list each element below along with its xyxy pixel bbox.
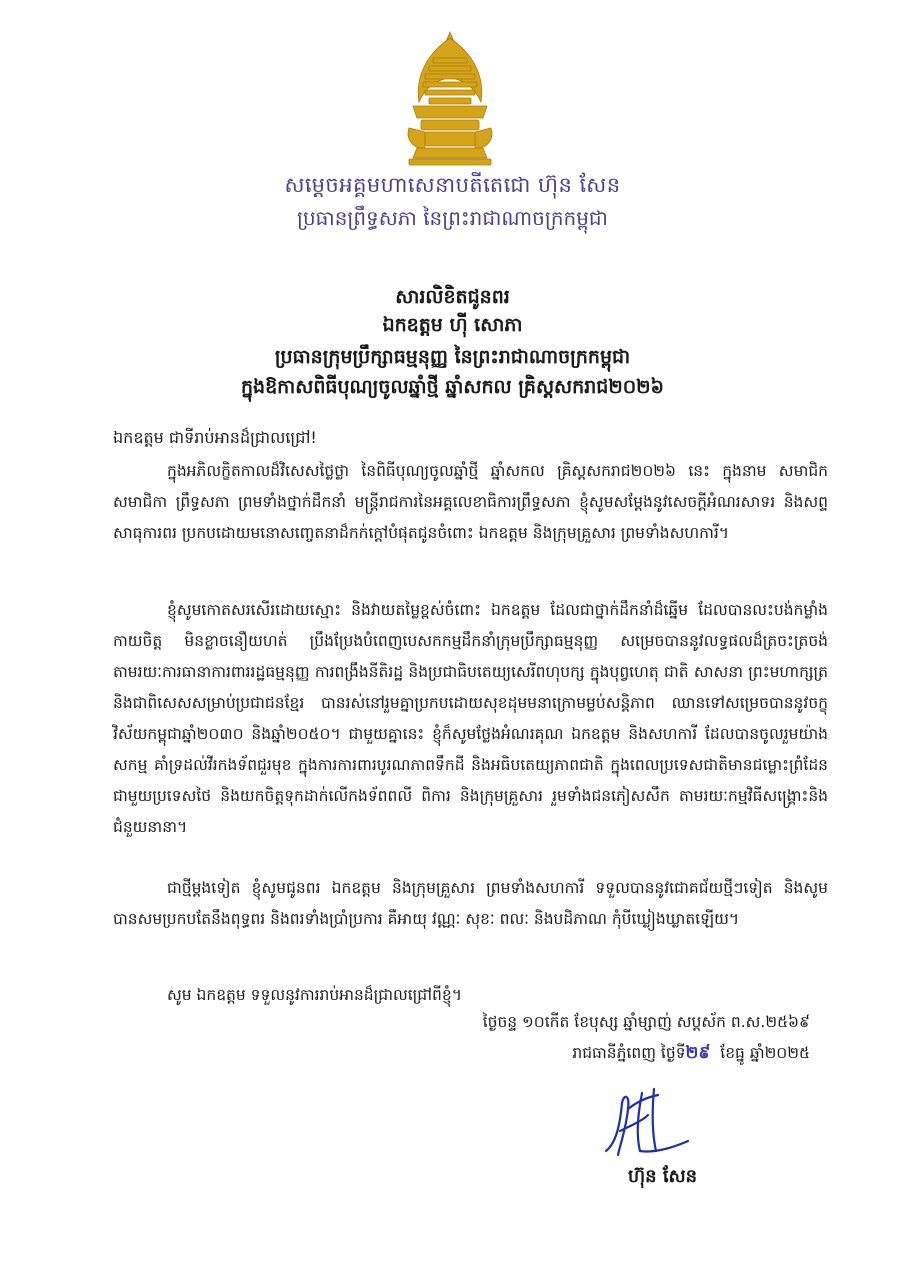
signer-name: ហ៊ុន សែន <box>628 1166 698 1187</box>
paragraph-1: ក្នុងអភិលក្ខិតកាលដ៏វិសេសថ្លៃថ្លា នៃពិធីបុណ្យចូលឆ្នាំថ្មី ឆ្នាំសកល គ្រិស្តសករាជ២០២៦ នេះ ក្នុងនាម សមាជិក សមាជិកា ព្រឹទ្ធសភា ព្រមទាំងថ្នាក់ដឹកនាំ មន្ត្រីរាជការនៃអគ្គលេខាធិការព្រឹទ្ធសភា ខ្ញុំសូមសម្តែងនូវសេចក្តីអំណរសាទរ និងសព្ទសាធុការពរ ប្រកបដោយមនោសញ្ចេតនាដ៏កក់ក្តៅបំផុតជូនចំពោះ ឯកឧត្តម និងក្រុមគ្រួសារ ព្រមទាំងសហការី។ <box>113 462 828 542</box>
sender-name: សម្តេចអគ្គមហាសេនាបតីតេជោ ហ៊ុន សែន <box>284 173 621 197</box>
senate-emblem-icon <box>395 28 505 168</box>
letter-title: សារលិខិតជូនពរ <box>395 286 510 308</box>
gregorian-date <box>572 1042 810 1067</box>
handwritten-signature <box>598 1085 708 1160</box>
occasion: ក្នុងឱកាសពិធីបុណ្យចូលឆ្នាំថ្មី ឆ្នាំសកល គ្រិស្តសករាជ២០២៦ <box>240 376 664 398</box>
date-month-year: ខែធ្នូ ឆ្នាំ២០២៥ <box>720 1044 810 1062</box>
closing-line: សូម ឯកឧត្តម ទទួលនូវការរាប់អានដ៏ជ្រាលជ្រៅពីខ្ញុំ។ <box>167 986 462 1004</box>
sender-role: ប្រធានព្រឹទ្ធសភា នៃព្រះរាជាណាចក្រកម្ពុជា <box>297 206 608 230</box>
date-day: ២៩ <box>685 1043 711 1063</box>
recipient-role: ប្រធានក្រុមប្រឹក្សាធម្មនុញ្ញ នៃព្រះរាជាណាចក្រកម្ពុជា <box>274 346 631 368</box>
recipient-name: ឯកឧត្តម ហ៊ី សោភា <box>382 314 523 336</box>
paragraph-2: ខ្ញុំសូមកោតសរសើរដោយស្មោះ និងវាយតម្លៃខ្ពស់ចំពោះ ឯកឧត្តម ដែលជាថ្នាក់ដឹកនាំដ៏ឆ្នើម ដែលបានលះបង់កម្លាំងកាយចិត្ត មិនខ្លាចនឿយហត់ ប្រឹងប្រែងបំពេញបេសកកម្មដឹកនាំក្រុមប្រឹក្សាធម្មនុញ្ញ សម្រេចបាននូវលទ្ធផលដ៏ត្រចះត្រចង់ តាមរយៈការធានាការពាររដ្ឋធម្មនុញ្ញ ការពង្រឹងនីតិរដ្ឋ និងប្រជាធិបតេយ្យសេរីពហុបក្ស ក្នុងបុព្វហេតុ ជាតិ សាសនា ព្រះមហាក្សត្រ និងជាពិសេសសម្រាប់ប្រជាជនខ្មែរ បានរស់នៅរួមគ្នាប្រកបដោយសុខដុមមនាក្រោមម្លប់សន្តិភាព ឈានទៅសម្រេចបាននូវចក្ខុវិស័យកម្ពុជាឆ្នាំ២០៣០ និងឆ្នាំ២០៥០។ ជាមួយគ្នានេះ ខ្ញុំក៏សូមថ្លែងអំណរគុណ ឯកឧត្តម និងសហការី ដែលបានចូលរួមយ៉ាងសកម្ម គាំទ្រដល់វីរកងទ័ពជួរមុខ ក្នុងការការពារបូរណភាពទឹកដី និងអធិបតេយ្យភាពជាតិ ក្នុងពេលប្រទេសជាតិមានជម្លោះព្រំដែនជាមួយប្រទេសថៃ និងយកចិត្តទុកដាក់លើកងទ័ពពលី ពិការ និងក្រុមគ្រួសារ រួមទាំងជនភៀសសឹក តាមរយៈកម្មវិធីសង្គ្រោះនិងជំនួយនានា។ <box>113 601 828 836</box>
lunar-date: ថ្ងៃចន្ទ ១០កើត ខែបុស្ស ឆ្នាំម្សាញ់ សប្តស័ក ព.ស.២៥៦៩ <box>482 1013 810 1031</box>
date-place: រាជធានីភ្នំពេញ ថ្ងៃទី <box>572 1044 686 1062</box>
paragraph-3: ជាថ្មីម្តងទៀត ខ្ញុំសូមជូនពរ ឯកឧត្តម និងក្រុមគ្រួសារ ព្រមទាំងសហការី ទទួលបាននូវជោគជ័យថ្មីៗទៀត និងសូមបានសមប្រកបតែនឹងពុទ្ធពរ និងពរទាំងប្រាំប្រការ គឺអាយុ វណ្ណៈ សុខៈ ពលៈ និងបដិភាណ កុំបីឃ្លៀងឃ្លាតឡើយ។ <box>113 879 828 928</box>
salutation: ឯកឧត្តម ជាទីរាប់អានដ៏ជ្រាលជ្រៅ! <box>113 428 317 447</box>
